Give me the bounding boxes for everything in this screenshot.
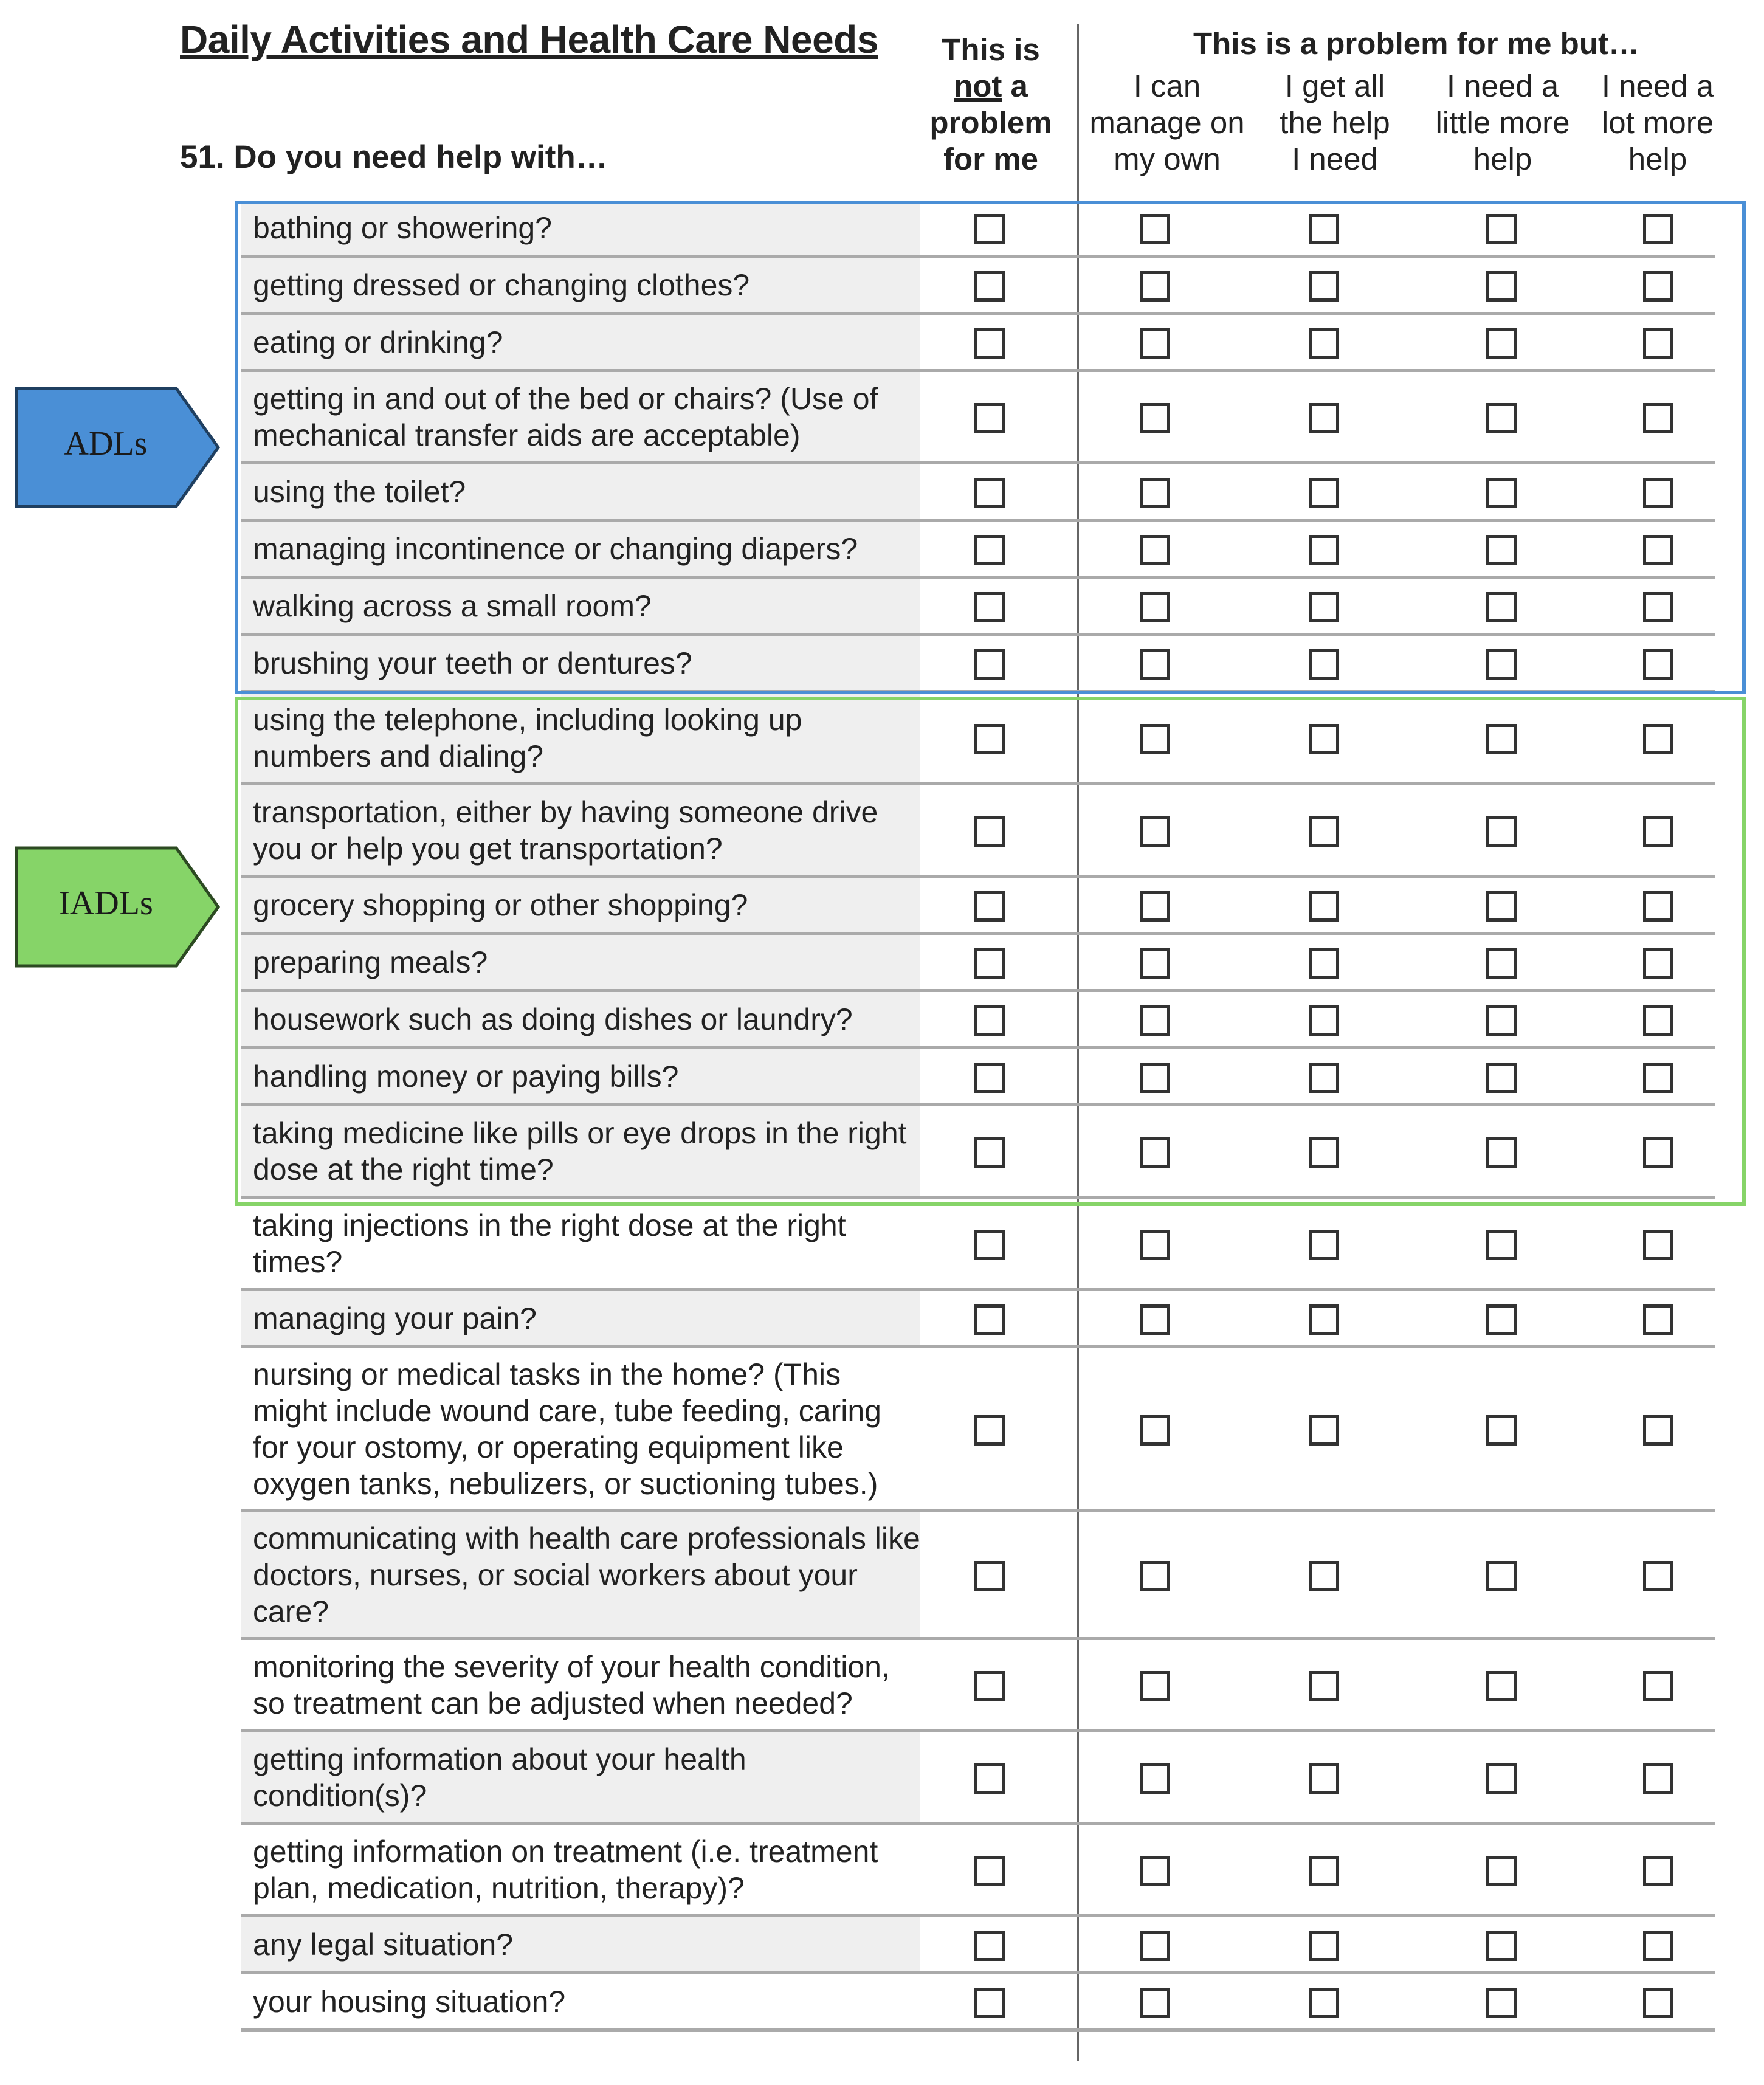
header-not-line3: problem bbox=[929, 105, 1052, 140]
table-row bbox=[241, 1917, 1715, 1974]
checkbox-manage-own[interactable] bbox=[1140, 649, 1170, 680]
table-row bbox=[241, 1640, 1715, 1732]
checkbox-get-all-help[interactable] bbox=[1309, 891, 1339, 922]
checkbox-not-a-problem[interactable] bbox=[974, 1988, 1005, 2018]
activity-text: getting in and out of the bed or chairs? (Use of mechanical transfer aids are acceptable) bbox=[253, 381, 878, 452]
table-row bbox=[241, 522, 1715, 579]
activity-text: taking medicine like pills or eye drops in the right dose at the right time? bbox=[253, 1115, 907, 1187]
activity-label bbox=[241, 1049, 920, 1103]
header-col4-l1: I need a bbox=[1601, 69, 1714, 103]
activity-text: your housing situation? bbox=[253, 1984, 566, 2019]
checkbox-little-more-help[interactable] bbox=[1486, 1304, 1517, 1335]
checkbox-manage-own[interactable] bbox=[1140, 1304, 1170, 1335]
checkbox-manage-own[interactable] bbox=[1140, 891, 1170, 922]
activity-text: communicating with health care professionals like doctors, nurses, or social workers about your care? bbox=[253, 1521, 920, 1628]
activity-text: getting dressed or changing clothes? bbox=[253, 267, 750, 302]
adls-arrow-tag bbox=[15, 387, 221, 508]
activity-text: using the toilet? bbox=[253, 474, 466, 509]
checkbox-little-more-help[interactable] bbox=[1486, 328, 1517, 359]
checkbox-lot-more-help[interactable] bbox=[1643, 1856, 1673, 1886]
checkbox-manage-own[interactable] bbox=[1140, 328, 1170, 359]
activity-text: grocery shopping or other shopping? bbox=[253, 887, 748, 922]
checkbox-little-more-help[interactable] bbox=[1486, 816, 1517, 847]
header-not-line2 bbox=[906, 68, 1076, 105]
activity-text: any legal situation? bbox=[253, 1927, 514, 1962]
checkbox-not-a-problem[interactable] bbox=[974, 478, 1005, 508]
header-get-all-help bbox=[1253, 68, 1417, 177]
header-col3-l2: little more bbox=[1435, 105, 1570, 140]
table-row bbox=[241, 1512, 1715, 1640]
table-row bbox=[241, 1291, 1715, 1348]
checkbox-manage-own[interactable] bbox=[1140, 1763, 1170, 1794]
checkbox-little-more-help[interactable] bbox=[1486, 535, 1517, 565]
checkbox-not-a-problem[interactable] bbox=[974, 1137, 1005, 1168]
checkbox-get-all-help[interactable] bbox=[1309, 1931, 1339, 1961]
activity-label bbox=[241, 992, 920, 1046]
header-col4-l2: lot more bbox=[1601, 105, 1714, 140]
checkbox-manage-own[interactable] bbox=[1140, 1063, 1170, 1093]
checkbox-little-more-help[interactable] bbox=[1486, 1005, 1517, 1036]
activity-label bbox=[241, 372, 920, 461]
activity-label bbox=[241, 1512, 920, 1637]
checkbox-little-more-help[interactable] bbox=[1486, 403, 1517, 433]
checkbox-manage-own[interactable] bbox=[1140, 403, 1170, 433]
checkbox-get-all-help[interactable] bbox=[1309, 1988, 1339, 2018]
checkbox-get-all-help[interactable] bbox=[1309, 1063, 1339, 1093]
checkbox-manage-own[interactable] bbox=[1140, 1561, 1170, 1591]
checkbox-lot-more-help[interactable] bbox=[1643, 649, 1673, 680]
activity-text: nursing or medical tasks in the home? (This might include wound care, tube feeding, caring for your ostomy, or operating equipment like oxygen tanks, nebulizers, or suctioning tubes.) bbox=[253, 1357, 881, 1501]
checkbox-get-all-help[interactable] bbox=[1309, 403, 1339, 433]
checkbox-not-a-problem[interactable] bbox=[974, 1415, 1005, 1446]
activity-text: getting information on treatment (i.e. treatment plan, medication, nutrition, therapy)? bbox=[253, 1834, 878, 1905]
checkbox-get-all-help[interactable] bbox=[1309, 214, 1339, 244]
checkbox-not-a-problem[interactable] bbox=[974, 1230, 1005, 1260]
checkbox-lot-more-help[interactable] bbox=[1643, 724, 1673, 754]
activity-label bbox=[241, 1291, 920, 1345]
checkbox-lot-more-help[interactable] bbox=[1643, 1063, 1673, 1093]
table-row bbox=[241, 1106, 1715, 1199]
table-row bbox=[241, 1732, 1715, 1825]
activity-label bbox=[241, 1640, 920, 1729]
activity-text: transportation, either by having someone drive you or help you get transportation? bbox=[253, 794, 878, 866]
activity-label bbox=[241, 785, 920, 875]
checkbox-manage-own[interactable] bbox=[1140, 1856, 1170, 1886]
checkbox-lot-more-help[interactable] bbox=[1643, 1671, 1673, 1701]
activity-label bbox=[241, 315, 920, 369]
table-row bbox=[241, 1199, 1715, 1291]
activity-label bbox=[241, 258, 920, 312]
header-col2-l3: I need bbox=[1292, 142, 1378, 176]
checkbox-not-a-problem[interactable] bbox=[974, 1063, 1005, 1093]
table-row bbox=[241, 878, 1715, 935]
checkbox-not-a-problem[interactable] bbox=[974, 592, 1005, 622]
checkbox-not-a-problem[interactable] bbox=[974, 271, 1005, 302]
checkbox-little-more-help[interactable] bbox=[1486, 1988, 1517, 2018]
activity-label bbox=[241, 1974, 920, 2028]
checkbox-get-all-help[interactable] bbox=[1309, 1230, 1339, 1260]
checkbox-get-all-help[interactable] bbox=[1309, 1304, 1339, 1335]
checkbox-lot-more-help[interactable] bbox=[1643, 1561, 1673, 1591]
checkbox-little-more-help[interactable] bbox=[1486, 1763, 1517, 1794]
header-col3-l3: help bbox=[1473, 142, 1532, 176]
activity-label bbox=[241, 1199, 920, 1288]
activity-text: using the telephone, including looking up numbers and dialing? bbox=[253, 702, 802, 773]
checkbox-manage-own[interactable] bbox=[1140, 1988, 1170, 2018]
activity-label bbox=[241, 201, 920, 255]
checkbox-manage-own[interactable] bbox=[1140, 816, 1170, 847]
checkbox-manage-own[interactable] bbox=[1140, 535, 1170, 565]
header-lot-more-help bbox=[1576, 68, 1740, 177]
checkbox-not-a-problem[interactable] bbox=[974, 214, 1005, 244]
checkbox-manage-own[interactable] bbox=[1140, 1005, 1170, 1036]
header-col2-l2: the help bbox=[1280, 105, 1390, 140]
checkbox-manage-own[interactable] bbox=[1140, 1415, 1170, 1446]
table-row bbox=[241, 372, 1715, 464]
checkbox-lot-more-help[interactable] bbox=[1643, 1230, 1673, 1260]
checkbox-not-a-problem[interactable] bbox=[974, 649, 1005, 680]
checkbox-lot-more-help[interactable] bbox=[1643, 1415, 1673, 1446]
checkbox-not-a-problem[interactable] bbox=[974, 535, 1005, 565]
table-row bbox=[241, 693, 1715, 785]
checkbox-not-a-problem[interactable] bbox=[974, 891, 1005, 922]
checkbox-get-all-help[interactable] bbox=[1309, 724, 1339, 754]
activity-label bbox=[241, 1732, 920, 1822]
checkbox-lot-more-help[interactable] bbox=[1643, 1988, 1673, 2018]
checkbox-little-more-help[interactable] bbox=[1486, 1230, 1517, 1260]
checkbox-manage-own[interactable] bbox=[1140, 478, 1170, 508]
checkbox-manage-own[interactable] bbox=[1140, 948, 1170, 979]
activity-label bbox=[241, 522, 920, 576]
checkbox-not-a-problem[interactable] bbox=[974, 1304, 1005, 1335]
table-row bbox=[241, 785, 1715, 878]
activity-text: preparing meals? bbox=[253, 945, 488, 979]
activity-text: monitoring the severity of your health condition, so treatment can be adjusted when needed? bbox=[253, 1649, 890, 1720]
checkbox-little-more-help[interactable] bbox=[1486, 1063, 1517, 1093]
table-row bbox=[241, 201, 1715, 258]
activity-text: bathing or showering? bbox=[253, 210, 552, 245]
checkbox-little-more-help[interactable] bbox=[1486, 1137, 1517, 1168]
checkbox-get-all-help[interactable] bbox=[1309, 1415, 1339, 1446]
activity-text: taking injections in the right dose at the right times? bbox=[253, 1208, 846, 1279]
header-not-line4: for me bbox=[943, 142, 1038, 176]
activity-label bbox=[241, 693, 920, 782]
checkbox-get-all-help[interactable] bbox=[1309, 271, 1339, 302]
adls-label: ADLs bbox=[64, 425, 148, 463]
checkbox-lot-more-help[interactable] bbox=[1643, 592, 1673, 622]
checkbox-get-all-help[interactable] bbox=[1309, 1856, 1339, 1886]
checkbox-not-a-problem[interactable] bbox=[974, 724, 1005, 754]
checkbox-get-all-help[interactable] bbox=[1309, 649, 1339, 680]
checkbox-little-more-help[interactable] bbox=[1486, 1856, 1517, 1886]
checkbox-little-more-help[interactable] bbox=[1486, 948, 1517, 979]
checkbox-not-a-problem[interactable] bbox=[974, 948, 1005, 979]
checkbox-lot-more-help[interactable] bbox=[1643, 328, 1673, 359]
header-problem-group: This is a problem for me but… bbox=[1193, 26, 1639, 61]
checkbox-manage-own[interactable] bbox=[1140, 271, 1170, 302]
checkbox-lot-more-help[interactable] bbox=[1643, 948, 1673, 979]
checkbox-little-more-help[interactable] bbox=[1486, 214, 1517, 244]
activity-label bbox=[241, 935, 920, 989]
activity-label bbox=[241, 579, 920, 633]
checkbox-little-more-help[interactable] bbox=[1486, 592, 1517, 622]
checkbox-lot-more-help[interactable] bbox=[1643, 271, 1673, 302]
checkbox-little-more-help[interactable] bbox=[1486, 1561, 1517, 1591]
question-text: 51. Do you need help with… bbox=[180, 139, 608, 175]
checkbox-get-all-help[interactable] bbox=[1309, 816, 1339, 847]
header-manage-own bbox=[1085, 68, 1249, 177]
activity-text: housework such as doing dishes or laundry? bbox=[253, 1002, 853, 1036]
checkbox-get-all-help[interactable] bbox=[1309, 1671, 1339, 1701]
table-row bbox=[241, 636, 1715, 693]
checkbox-not-a-problem[interactable] bbox=[974, 1671, 1005, 1701]
checkbox-lot-more-help[interactable] bbox=[1643, 1763, 1673, 1794]
checkbox-lot-more-help[interactable] bbox=[1643, 214, 1673, 244]
checkbox-little-more-help[interactable] bbox=[1486, 724, 1517, 754]
table-row bbox=[241, 1974, 1715, 2032]
activity-text: eating or drinking? bbox=[253, 325, 503, 359]
checkbox-lot-more-help[interactable] bbox=[1643, 1931, 1673, 1961]
checkbox-get-all-help[interactable] bbox=[1309, 1763, 1339, 1794]
checkbox-not-a-problem[interactable] bbox=[974, 328, 1005, 359]
header-col2-l1: I get all bbox=[1284, 69, 1385, 103]
header-not-a: a bbox=[1002, 69, 1028, 103]
table-row bbox=[241, 992, 1715, 1049]
checkbox-little-more-help[interactable] bbox=[1486, 1931, 1517, 1961]
checkbox-not-a-problem[interactable] bbox=[974, 403, 1005, 433]
table-row bbox=[241, 464, 1715, 522]
checkbox-little-more-help[interactable] bbox=[1486, 891, 1517, 922]
table-row bbox=[241, 315, 1715, 372]
checkbox-little-more-help[interactable] bbox=[1486, 478, 1517, 508]
checkbox-lot-more-help[interactable] bbox=[1643, 535, 1673, 565]
activity-text: walking across a small room? bbox=[253, 588, 652, 623]
activity-label bbox=[241, 464, 920, 519]
activity-label bbox=[241, 1106, 920, 1196]
checkbox-get-all-help[interactable] bbox=[1309, 1005, 1339, 1036]
checkbox-lot-more-help[interactable] bbox=[1643, 1304, 1673, 1335]
header-not-a-problem bbox=[906, 32, 1076, 177]
header-not-word: not bbox=[954, 69, 1002, 103]
checkbox-get-all-help[interactable] bbox=[1309, 328, 1339, 359]
checkbox-not-a-problem[interactable] bbox=[974, 1561, 1005, 1591]
checkbox-get-all-help[interactable] bbox=[1309, 1137, 1339, 1168]
table-row bbox=[241, 579, 1715, 636]
iadls-label: IADLs bbox=[58, 884, 153, 922]
header-little-more-help bbox=[1421, 68, 1585, 177]
checkbox-little-more-help[interactable] bbox=[1486, 271, 1517, 302]
checkbox-not-a-problem[interactable] bbox=[974, 1931, 1005, 1961]
checkbox-get-all-help[interactable] bbox=[1309, 478, 1339, 508]
activity-text: brushing your teeth or dentures? bbox=[253, 646, 692, 680]
header-col1-l1: I can bbox=[1133, 69, 1201, 103]
checkbox-manage-own[interactable] bbox=[1140, 592, 1170, 622]
table-row bbox=[241, 258, 1715, 315]
activity-text: managing incontinence or changing diapers? bbox=[253, 531, 858, 566]
activity-text: handling money or paying bills? bbox=[253, 1059, 679, 1094]
checkbox-lot-more-help[interactable] bbox=[1643, 891, 1673, 922]
activity-label bbox=[241, 636, 920, 690]
checkbox-lot-more-help[interactable] bbox=[1643, 478, 1673, 508]
checkbox-lot-more-help[interactable] bbox=[1643, 1005, 1673, 1036]
activity-text: managing your pain? bbox=[253, 1301, 537, 1335]
checkbox-get-all-help[interactable] bbox=[1309, 592, 1339, 622]
section-title: Daily Activities and Health Care Needs bbox=[180, 18, 878, 61]
checkbox-lot-more-help[interactable] bbox=[1643, 816, 1673, 847]
header-col1-l3: my own bbox=[1114, 142, 1221, 176]
activity-label bbox=[241, 878, 920, 932]
activity-label bbox=[241, 1825, 920, 1914]
checkbox-not-a-problem[interactable] bbox=[974, 816, 1005, 847]
checkbox-lot-more-help[interactable] bbox=[1643, 403, 1673, 433]
header-col4-l3: help bbox=[1628, 142, 1687, 176]
checkbox-little-more-help[interactable] bbox=[1486, 1671, 1517, 1701]
header-col3-l1: I need a bbox=[1446, 69, 1559, 103]
table-row bbox=[241, 1049, 1715, 1106]
checkbox-manage-own[interactable] bbox=[1140, 1137, 1170, 1168]
checkbox-not-a-problem[interactable] bbox=[974, 1763, 1005, 1794]
checkbox-get-all-help[interactable] bbox=[1309, 535, 1339, 565]
checkbox-manage-own[interactable] bbox=[1140, 214, 1170, 244]
iadls-arrow-tag bbox=[15, 846, 221, 968]
activity-text: getting information about your health condition(s)? bbox=[253, 1742, 746, 1813]
checkbox-manage-own[interactable] bbox=[1140, 1671, 1170, 1701]
checkbox-not-a-problem[interactable] bbox=[974, 1856, 1005, 1886]
activity-label bbox=[241, 1348, 920, 1509]
checkbox-manage-own[interactable] bbox=[1140, 1931, 1170, 1961]
header-col1-l2: manage on bbox=[1089, 105, 1245, 140]
checkbox-little-more-help[interactable] bbox=[1486, 1415, 1517, 1446]
table-row bbox=[241, 935, 1715, 992]
checkbox-not-a-problem[interactable] bbox=[974, 1005, 1005, 1036]
checkbox-manage-own[interactable] bbox=[1140, 724, 1170, 754]
activity-label bbox=[241, 1917, 920, 1971]
checkbox-manage-own[interactable] bbox=[1140, 1230, 1170, 1260]
checkbox-little-more-help[interactable] bbox=[1486, 649, 1517, 680]
checkbox-get-all-help[interactable] bbox=[1309, 1561, 1339, 1591]
table-row bbox=[241, 1348, 1715, 1512]
checkbox-lot-more-help[interactable] bbox=[1643, 1137, 1673, 1168]
table-row bbox=[241, 1825, 1715, 1917]
header-not-line1: This is bbox=[942, 32, 1040, 67]
checkbox-get-all-help[interactable] bbox=[1309, 948, 1339, 979]
